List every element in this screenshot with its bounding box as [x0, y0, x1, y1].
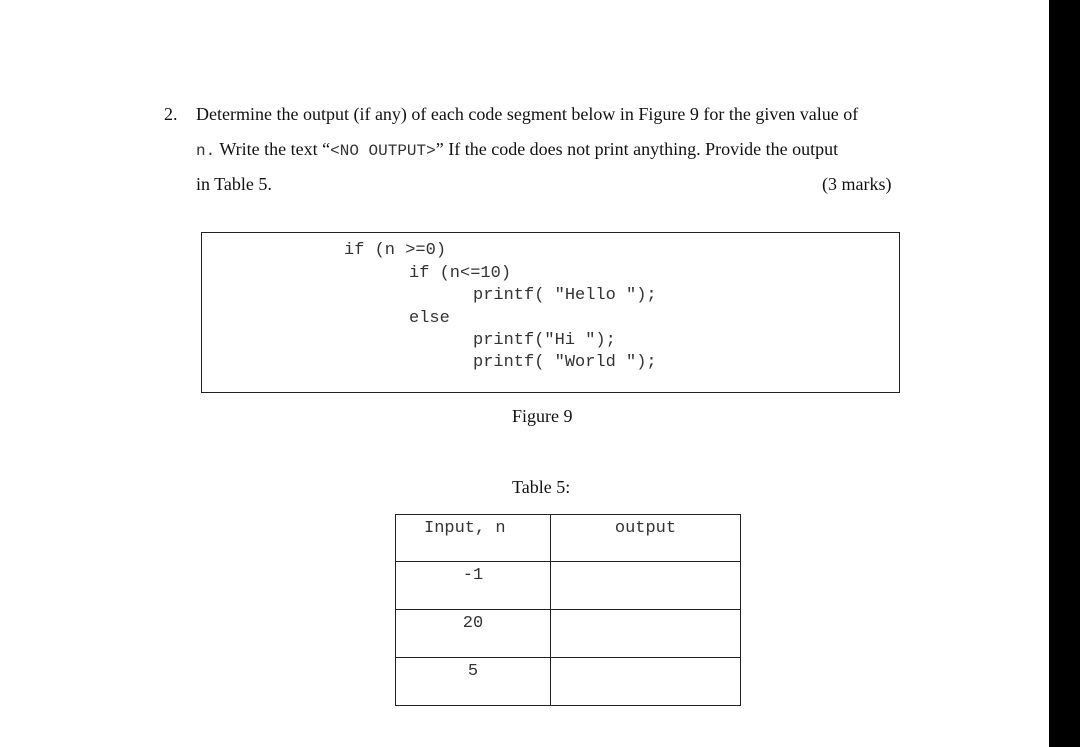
input-value: -1 [462, 566, 484, 585]
input-cell [396, 658, 551, 706]
output-cell[interactable] [550, 658, 740, 706]
variable-n: n. [196, 142, 216, 160]
header-output [550, 515, 740, 562]
code-line: printf("Hi "); [473, 331, 616, 350]
right-edge-bar [1049, 0, 1080, 747]
output-value [551, 658, 740, 662]
figure-caption: Figure 9 [512, 406, 573, 426]
header-input [396, 515, 551, 562]
code-figure-box [201, 232, 900, 393]
header-output-label: output [614, 519, 677, 538]
code-line: else [409, 309, 450, 328]
output-table [395, 514, 741, 706]
input-cell [396, 562, 551, 610]
input-value: 20 [462, 614, 484, 633]
question-text-a: Write the text “ [215, 139, 331, 159]
output-value [551, 610, 740, 614]
code-line: if (n >=0) [344, 241, 447, 260]
table-header-row [396, 515, 741, 562]
output-value [551, 562, 740, 566]
code-line: if (n<=10) [409, 264, 512, 283]
question-number: 2. [164, 104, 178, 124]
header-input-label: Input, n [424, 519, 506, 538]
output-cell[interactable] [550, 562, 740, 610]
output-cell[interactable] [550, 610, 740, 658]
question-text-b: ” If the code does not print anything. Provide the output [435, 139, 839, 159]
input-cell [396, 610, 551, 658]
table-row [396, 610, 741, 658]
question-line-1: Determine the output (if any) of each code segment below in Figure 9 for the given value of [196, 104, 859, 124]
table-caption: Table 5: [512, 477, 571, 497]
code-line: printf( "Hello "); [473, 286, 657, 305]
question-line-2 [196, 139, 838, 160]
table-row [396, 562, 741, 610]
marks-label: (3 marks) [822, 174, 892, 194]
question-line-3: in Table 5. [196, 174, 272, 194]
input-value: 5 [467, 662, 479, 681]
table-row [396, 658, 741, 706]
no-output-token: <NO OUTPUT> [330, 142, 436, 160]
code-line: printf( "World "); [473, 353, 657, 372]
